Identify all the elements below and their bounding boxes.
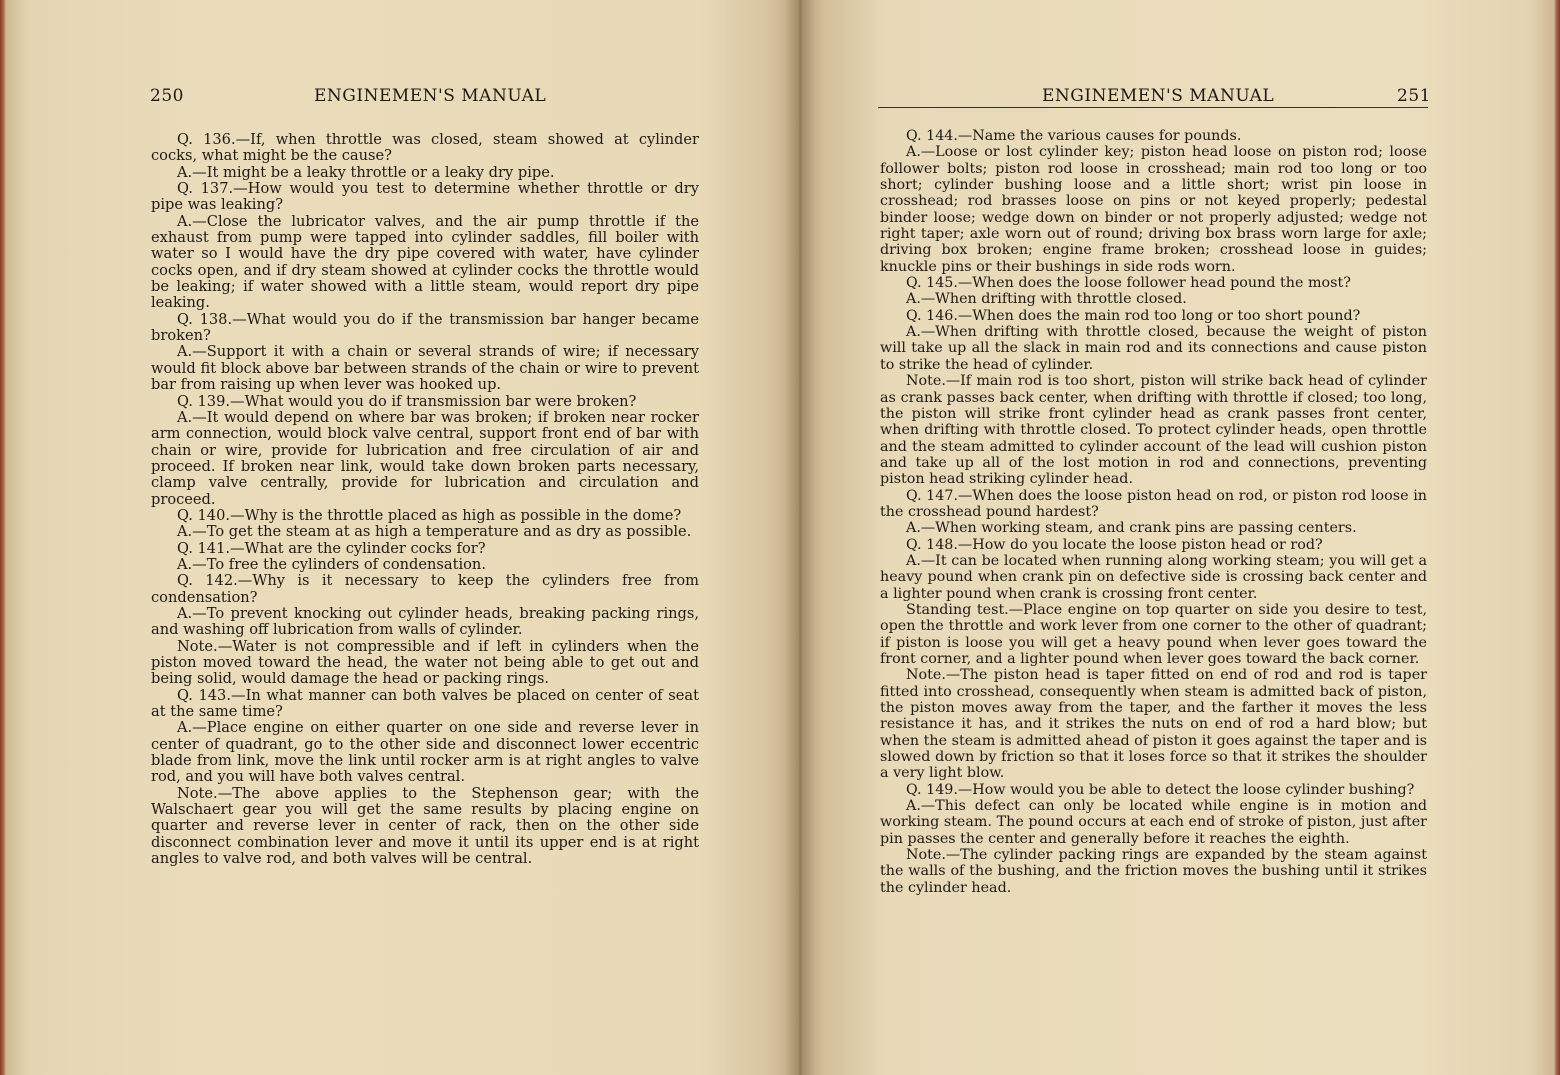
paragraph: A.—Loose or lost cylinder key; piston head loose on piston rod; loose follower bolts; piston rod loose in crosshead; main rod too long or too short; cylinder bushing loose and a little short; wrist pin loose in crosshead; rod brasses loose on pins or not keyed properly; pedestal binder loose; wedge down on binder or not properly adjusted; wedge not right taper; axle worn out of round; driving box brass worn large for axle; driving box broken; engine frame broken; crosshead loose in guides; knuckle pins or their bushings in side rods worn. [880, 144, 1427, 275]
paragraph: A.—To prevent knocking out cylinder heads, breaking packing rings, and washing off lubrication from walls of cylinder. [151, 604, 699, 639]
page-body [151, 132, 699, 867]
paragraph: A.—Close the lubricator valves, and the air pump throttle if the exhaust from pump were tapped into cylinder saddles, fill boiler with water so I would have the dry pipe covered with water, have cylinder cocks open, and if dry steam showed at cylinder cocks the throttle would be leaking; if water showed with a little steam, would report dry pipe leaking. [151, 212, 699, 312]
paragraph: A.—When drifting with throttle closed, because the weight of piston will take up all the slack in main rod and its connections and cause piston to strike the head of cylinder. [880, 324, 1427, 373]
paragraph: Note.—Water is not compressible and if left in cylinders when the piston moved toward the head, the water not being able to get out and being solid, would damage the head or packing rings. [151, 637, 699, 688]
paragraph: Standing test.—Place engine on top quarter on side you desire to test, open the throttle and work lever from one corner to the other of quadrant; if piston is loose you will get a heavy pound when lever goes toward the front corner, and a lighter pound when lever goes toward the back corner. [880, 601, 1427, 667]
paragraph: A.—It would depend on where bar was broken; if broken near rocker arm connection, would block valve central, support front end of bar with chain or wire, provide for lubrication and free circulation of air and proceed. If broken near link, would take down broken parts necessary, clamp valve centrally, provide for lubrication and circulation and proceed. [151, 408, 699, 508]
paragraph: A.—Support it with a chain or several strands of wire; if necessary would fit block above bar between strands of the chain or wire to prevent bar from raising up when lever was hooked up. [151, 343, 699, 394]
paragraph: Note.—The piston head is taper fitted on end of rod and rod is taper fitted into crosshead, consequently when steam is admitted back of piston, the piston moves away from the taper, and the farther it moves the less resistance it has, and it strikes the nuts on end of rod a hard blow; but when the steam is admitted ahead of piston it goes against the taper and is slowed down by friction so that it loses force so that it strikes the shoulder a very light blow. [880, 667, 1427, 782]
paragraph: A.—To free the cylinders of condensation. [177, 555, 486, 573]
page-body [880, 128, 1427, 896]
paragraph: Q. 149.—How would you be able to detect the loose cylinder bushing? [906, 781, 1415, 798]
right-page [800, 0, 1560, 1075]
paragraph: A.—To get the steam at as high a temperature and as dry as possible. [177, 523, 692, 541]
paragraph: A.—It might be a leaky throttle or a leaky dry pipe. [177, 163, 555, 181]
paragraph: Note.—If main rod is too short, piston will strike back head of cylinder as crank passes back center, when drifting with throttle if closed; too long, the piston will strike front cylinder head as crank passes front center, when drifting with throttle closed. To protect cylinder heads, open throttle and the steam admitted to cylinder account of the lead will cushion piston and take up all of the lost motion in rod and connections, preventing piston head striking cylinder head. [880, 373, 1427, 488]
header-rule [878, 107, 1428, 108]
paragraph: Q. 139.—What would you do if transmission bar were broken? [177, 392, 637, 410]
book-cover-edge-right [1554, 0, 1560, 1075]
paragraph: Q. 136.—If, when throttle was closed, steam showed at cylinder cocks, what might be the cause? [151, 131, 699, 165]
paragraph: A.—Place engine on either quarter on one side and reverse lever in center of quadrant, go to the other side and disconnect lower eccentric blade from link, move the link until rocker arm is at right angles to valve rod, and you will have both valves central. [151, 719, 699, 786]
paragraph: Q. 148.—How do you locate the loose piston head or rod? [906, 536, 1323, 553]
paragraph: Q. 146.—When does the main rod too long or too short pound? [906, 307, 1361, 324]
paragraph: A.—When drifting with throttle closed. [906, 291, 1187, 308]
paragraph: Note.—The above applies to the Stephenson gear; with the Walschaert gear you will get the same results by placing engine on quarter and reverse lever in center of rack, then on the other side disconnect combination lever and move it until its upper end is at right angles to valve rod, and both valves will be central. [151, 784, 699, 868]
paragraph: Q. 142.—Why is it necessary to keep the cylinders free from condensation? [151, 572, 699, 606]
paragraph: Q. 141.—What are the cylinder cocks for? [177, 539, 486, 557]
paragraph: Q. 145.—When does the loose follower head pound the most? [906, 275, 1351, 292]
running-title: ENGINEMEN'S MANUAL [314, 86, 547, 106]
paragraph: Q. 138.—What would you do if the transmission bar hanger became broken? [151, 310, 699, 345]
paragraph: Note.—The cylinder packing rings are expanded by the steam against the walls of the bushing, and the friction moves the bushing until it strikes the cylinder head. [880, 847, 1427, 896]
running-title: ENGINEMEN'S MANUAL [1042, 86, 1275, 106]
paragraph: Q. 140.—Why is the throttle placed as high as possible in the dome? [177, 506, 682, 524]
book-cover-edge-left [0, 0, 6, 1075]
book-gutter [786, 0, 814, 1075]
paragraph: Q. 147.—When does the loose piston head on rod, or piston rod loose in the crosshead pound hardest? [880, 487, 1427, 520]
paragraph: Q. 144.—Name the various causes for pounds. [906, 128, 1242, 144]
paragraph: A.—It can be located when running along working steam; you will get a heavy pound when crank pin on defective side is crossing back center and a lighter pound when crank is crossing front center. [880, 552, 1427, 602]
paragraph: Q. 143.—In what manner can both valves be placed on center of seat at the same time? [151, 686, 699, 721]
paragraph: Q. 137.—How would you test to determine whether throttle or dry pipe was leaking? [151, 180, 699, 214]
paragraph: A.—This defect can only be located while engine is in motion and working steam. The pound occurs at each end of stroke of piston, just after pin passes the center and generally before it reaches the eighth. [880, 798, 1427, 847]
page-number: 250 [150, 86, 184, 106]
page-number: 251 [1397, 86, 1431, 106]
paragraph: A.—When working steam, and crank pins are passing centers. [906, 520, 1357, 537]
